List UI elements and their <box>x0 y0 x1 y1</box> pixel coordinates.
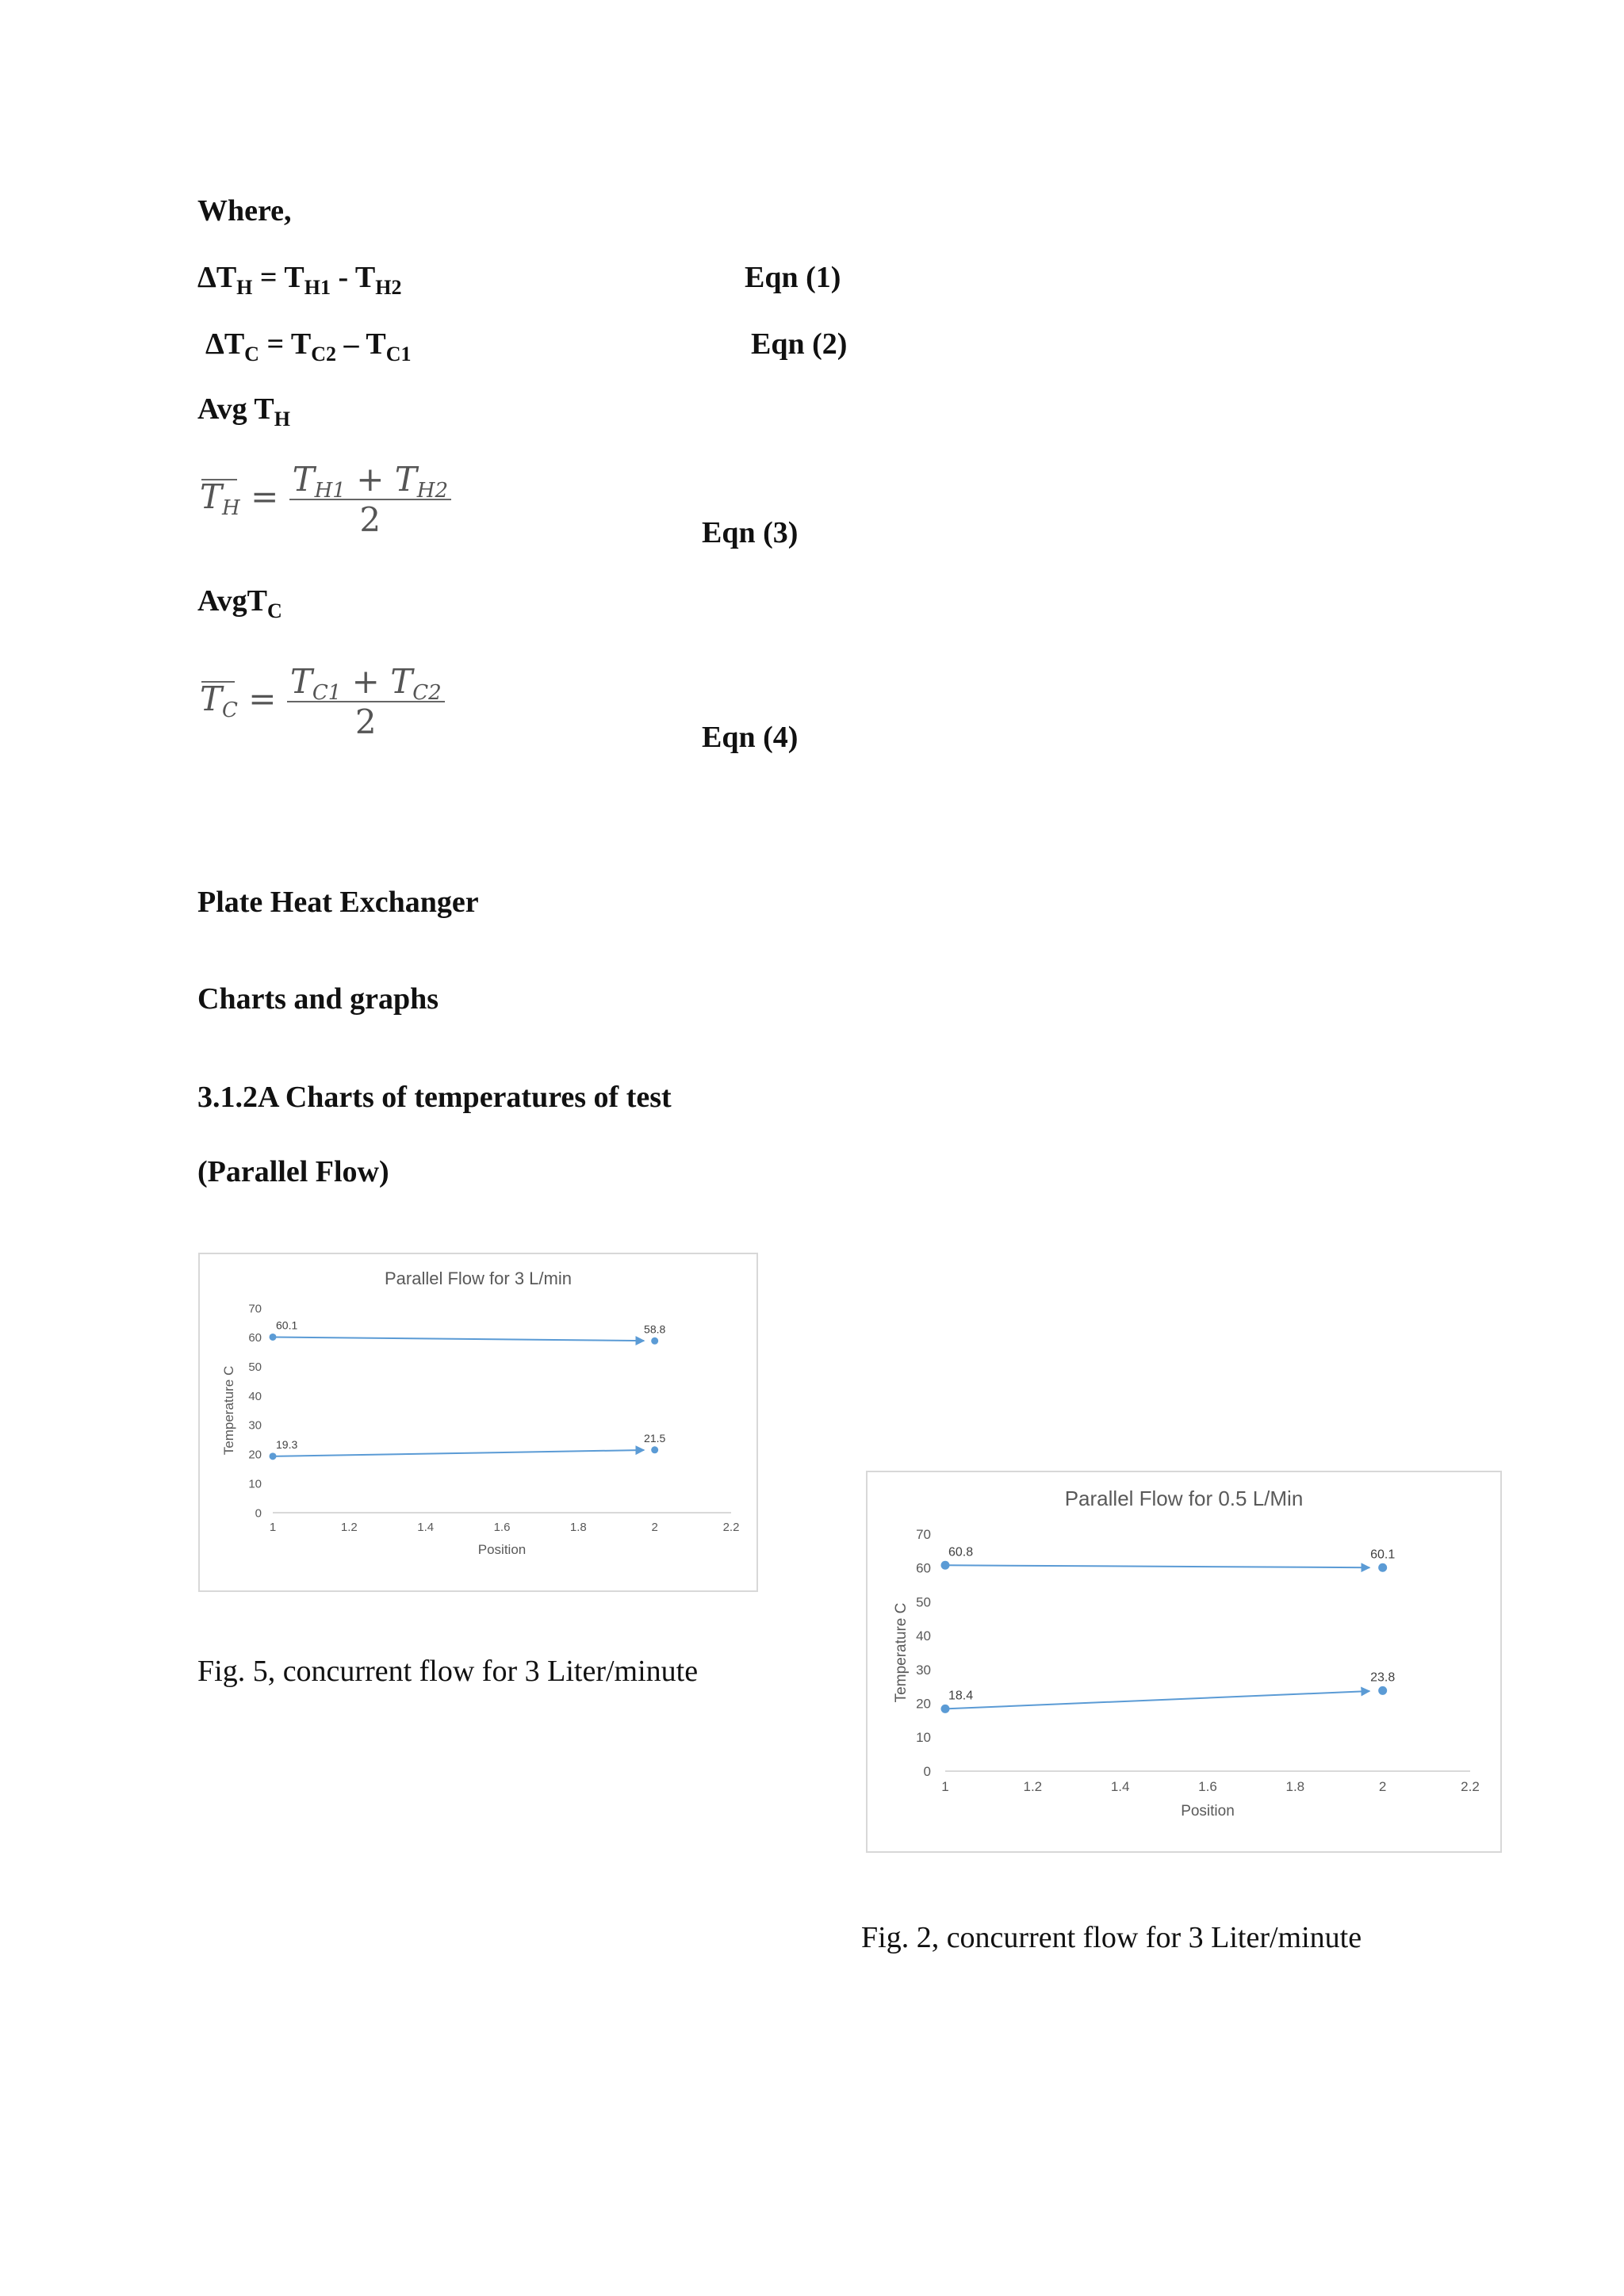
where-label: Where, <box>197 194 292 228</box>
x-tick-label: 1.6 <box>1198 1779 1217 1794</box>
y-tick-label: 30 <box>916 1662 931 1678</box>
figure-2-caption: Fig. 2, concurrent flow for 3 Liter/minute <box>861 1921 1362 1954</box>
x-tick-label: 2 <box>651 1521 658 1534</box>
equation-1: $\Delta T_H = T_{H1} - T_{H2}$ <box>197 261 402 299</box>
x-tick-label: 1.8 <box>569 1521 587 1534</box>
x-tick-label: 2.2 <box>722 1521 740 1534</box>
equation-3-label: Eqn (3) <box>702 516 799 549</box>
data-label: 18.4 <box>948 1689 974 1703</box>
x-axis-label: Position <box>477 1542 527 1557</box>
avg-tc-label: AvgT$_C$ <box>197 584 282 622</box>
x-tick-label: 2 <box>1378 1779 1387 1794</box>
y-axis-label: Temperature C <box>221 1365 236 1456</box>
y-tick-label: 50 <box>248 1360 262 1374</box>
y-tick-label: 40 <box>916 1628 931 1644</box>
equation-4-label: Eqn (4) <box>702 721 799 754</box>
formula-avg-tc: TC = $\frac{TC1 + TC2}{2}$ <box>200 662 445 741</box>
x-tick-label: 2.2 <box>1461 1779 1480 1794</box>
y-tick-label: 60 <box>916 1560 931 1576</box>
avg-th-label: Avg $T_H$ <box>197 392 291 430</box>
data-label: 21.5 <box>644 1431 666 1445</box>
series-line <box>273 1337 644 1341</box>
equation-2: $\Delta T_C = T_{C2} - T_{C1}$ <box>205 327 412 365</box>
y-tick-label: 50 <box>916 1594 931 1610</box>
series-line <box>945 1565 1369 1567</box>
data-point <box>1378 1686 1387 1695</box>
data-label: 19.3 <box>276 1437 298 1451</box>
y-tick-label: 10 <box>916 1730 931 1746</box>
y-tick-label: 30 <box>248 1418 262 1433</box>
x-tick-label: 1 <box>941 1779 949 1794</box>
data-label: 60.1 <box>276 1318 298 1332</box>
formula-avg-th: TH = $\frac{TH1 + TH2}{2}$ <box>200 460 451 539</box>
y-tick-label: 0 <box>255 1506 262 1521</box>
data-label: 58.8 <box>644 1322 666 1336</box>
data-label: 23.8 <box>1370 1670 1396 1685</box>
chart-parallel-flow-3-lpm <box>198 1253 758 1592</box>
y-tick-label: 10 <box>248 1477 262 1491</box>
heading-parallel-flow: (Parallel Flow) <box>197 1155 389 1188</box>
x-tick-label: 1.2 <box>1023 1779 1043 1794</box>
y-tick-label: 20 <box>916 1696 931 1712</box>
x-tick-label: 1 <box>269 1521 277 1534</box>
equation-2-label: Eqn (2) <box>751 327 848 361</box>
chart-1-svg <box>200 1254 756 1590</box>
x-tick-label: 1.4 <box>1110 1779 1130 1794</box>
x-axis-label: Position <box>1181 1803 1235 1820</box>
y-axis-label: Temperature C <box>893 1602 910 1703</box>
series-line <box>273 1450 644 1456</box>
y-tick-label: 40 <box>248 1389 262 1403</box>
figure-5-caption: Fig. 5, concurrent flow for 3 Liter/minute <box>197 1655 699 1688</box>
data-label: 60.1 <box>1370 1548 1396 1562</box>
data-point <box>651 1337 658 1345</box>
series-line <box>945 1691 1369 1709</box>
x-tick-label: 1.4 <box>417 1521 435 1534</box>
x-tick-label: 1.2 <box>340 1521 358 1534</box>
y-tick-label: 20 <box>248 1448 262 1462</box>
y-tick-label: 70 <box>248 1302 262 1316</box>
chart-parallel-flow-0-5-lpm <box>866 1471 1502 1853</box>
heading-charts-and-graphs: Charts and graphs <box>197 982 439 1016</box>
chart-title: Parallel Flow for 3 L/min <box>385 1269 572 1288</box>
chart-title: Parallel Flow for 0.5 L/Min <box>1064 1487 1304 1510</box>
heading-plate-heat-exchanger: Plate Heat Exchanger <box>197 886 479 919</box>
chart-2-svg <box>868 1472 1500 1851</box>
heading-section-3-1-2a: 3.1.2A Charts of temperatures of test <box>197 1081 672 1114</box>
data-point <box>1378 1563 1387 1572</box>
y-tick-label: 70 <box>916 1526 931 1542</box>
y-tick-label: 0 <box>923 1763 931 1779</box>
data-point <box>651 1446 658 1453</box>
y-tick-label: 60 <box>248 1331 262 1345</box>
x-tick-label: 1.8 <box>1285 1779 1305 1794</box>
data-label: 60.8 <box>948 1545 974 1559</box>
equation-1-label: Eqn (1) <box>745 261 841 294</box>
x-tick-label: 1.6 <box>493 1521 511 1534</box>
